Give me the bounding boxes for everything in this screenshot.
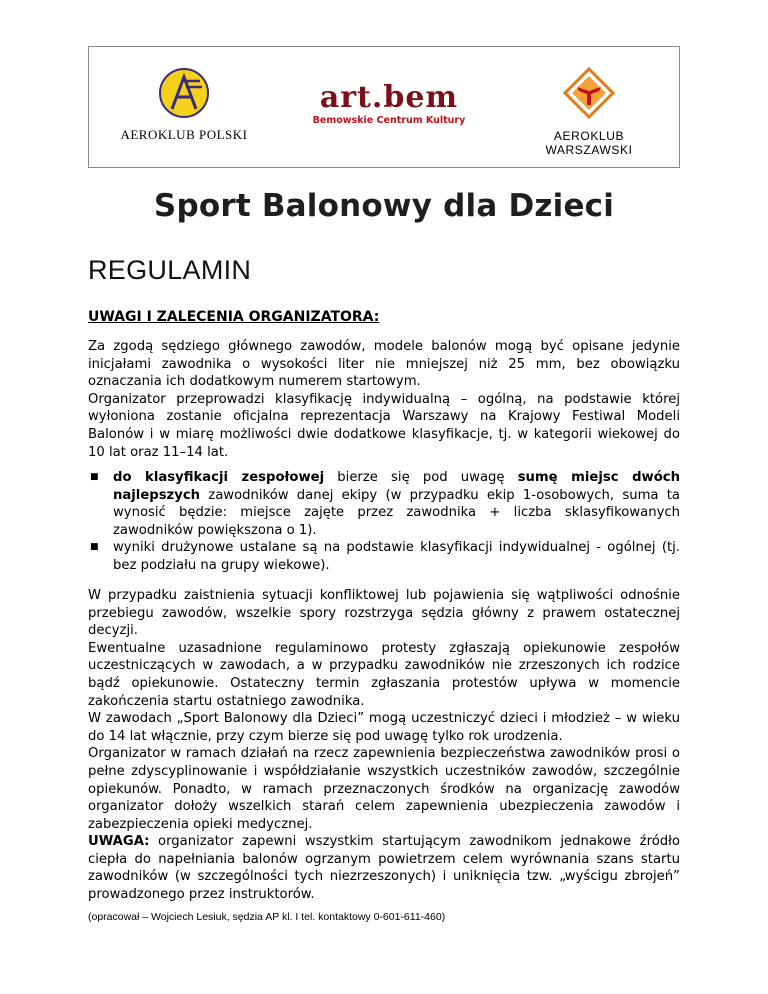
uwaga-text: organizator zapewni wszystkim startującym zawodnikom jednakowe źródło ciepła do napełniania balonów ogrzanym powietrzem celem wyrównania szans startu zawodników (w szczególności tych niezrzeszonych) i uniknięcia tzw. „wyścigu zbrojeń” prowadzonego przez instruktorów. [88,834,680,902]
classification-rule: Organizator przeprowadzi klasyfikację indywidualną – ogólną, na podstawie której wyłoniona zostanie oficjalna reprezentacja Warszawy na Krajowy Festiwal Modeli Balonów i w miarę możliwości dwie dodatkowe klasyfikacje, tj. w kategorii wiekowej do 10 lat oraz 11–14 lat. [88,391,680,460]
dispute-rule: W przypadku zaistnienia sytuacji konfliktowej lub pojawienia się wątpliwości odnośnie przebiegu zawodów, wszelkie spory rozstrzyga sędzia główny z prawem ostatecznej decyzji. [88,588,680,639]
aeroklub-warszawski-emblem-icon [563,67,615,119]
regulamin-heading: REGULAMIN [88,255,252,285]
aeroklub-polski-emblem-icon [158,67,210,119]
list-item [88,539,680,574]
square-bullet-icon: ■ [90,542,99,553]
art-bem-wordmark: art.bem [319,80,459,115]
bold-text: sumę miejsc dwóch najlepszych [113,470,681,503]
list-item [88,469,680,539]
organizer-notes-heading: UWAGI I ZALECENIA ORGANIZATORA: [88,309,380,325]
art-bem-subtitle: Bemowskie Centrum Kultury [312,115,466,126]
intro-paragraph [88,338,680,461]
body-text: bierze się pod uwagę [324,470,518,485]
author-footnote: (opracował – Wojciech Lesiuk, sędzia AP kl. I tel. kontaktowy 0-601-611-460) [88,911,446,923]
aeroklub-warszawski-caption: AEROKLUB WARSZAWSKI [545,129,633,157]
bold-text: do klasyfikacji zespołowej [113,470,325,485]
aeroklub-polski-caption: AEROKLUB POLSKI [120,127,248,142]
square-bullet-icon: ■ [90,472,99,482]
protest-rule: Ewentualne uzasadnione regulaminowo protesty zgłaszają opiekunowie zespołów uczestniczących w zawodach, a w przypadku zawodników nie zrzeszonych ich rodzice bądź opiekunowie. Ostateczny termin zgłaszania protestów upływa w momencie zakończenia startu ostatniego zawodnika. [88,640,680,709]
aeroklub-polski-logo [109,67,259,143]
document-title: Sport Balonowy dla Dzieci [153,188,615,224]
body-text: zawodników danej ekipy (w przypadku ekip 1-osobowych, suma ta wynosić będzie: miejsce zajęte przez zawodnika + liczba sklasyfikowanych zawodników powiększona o 1). [113,487,680,538]
uwaga-paragraph [88,833,680,903]
initials-rule: Za zgodą sędziego głównego zawodów, modele balonów mogą być opisane jedynie inicjałami zawodnika o wysokości liter nie mniejszej niż 25 mm, bez obowiązku oznaczania ich dodatkowym numerem startowym. [88,339,680,390]
aeroklub-warszawski-logo [509,67,669,157]
art-bem-logo [294,80,484,126]
rules-paragraph [88,587,680,833]
uwaga-label: UWAGA: [88,834,150,849]
body-text: wyniki drużynowe ustalane są na podstawie klasyfikacji indywidualnej - ogólnej (tj. bez podziału na grupy wiekowe). [113,540,680,573]
bullet-list [88,469,680,575]
safety-rule: Organizator w ramach działań na rzecz zapewnienia bezpieczeństwa zawodników prosi o pełne zdyscyplinowanie i współdziałanie wszystkich uczestników zawodów, szczególnie opiekunów. Ponadto, w ramach przeznaczonych środków na organizację zawodów organizator dołoży wszelkich starań celem zapewnienia ubezpieczenia zawodów i zabezpieczenia opieki medycznej. [88,746,680,832]
eligibility-rule: W zawodach „Sport Balonowy dla Dzieci” mogą uczestniczyć dzieci i młodzież – w wieku do 14 lat włącznie, przy czym bierze się pod uwagę tylko rok urodzenia. [88,711,680,744]
logo-banner [88,46,680,168]
